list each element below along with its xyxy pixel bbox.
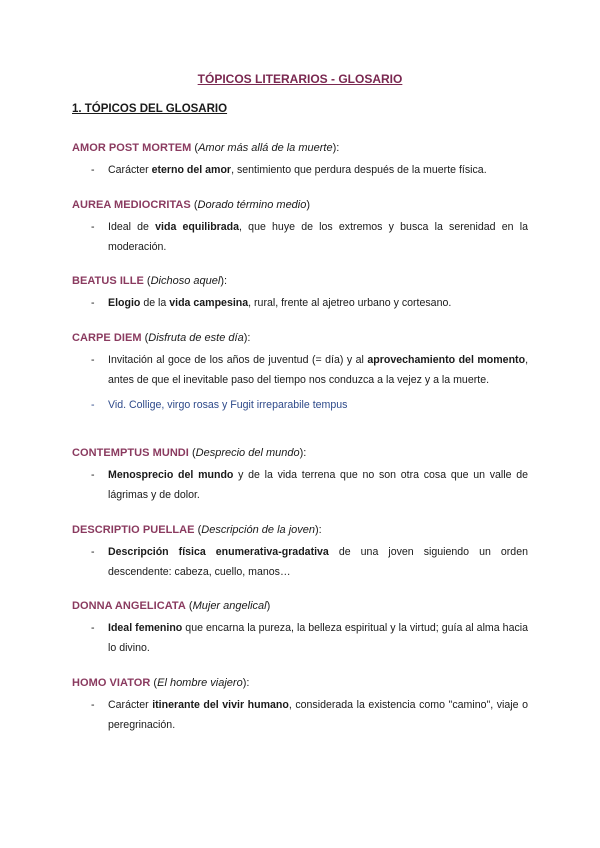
dash-bullet-icon: - — [91, 164, 95, 176]
entry-translation: Descripción de la joven — [201, 524, 315, 536]
entry-heading — [72, 523, 528, 537]
entry-bullet-item — [72, 396, 528, 416]
bold-text: Descripción física enumerativa-gradativa — [108, 546, 329, 558]
body-text: , rural, frente al ajetreo urbano y cortesano. — [248, 297, 452, 309]
entry-heading — [72, 274, 528, 288]
entry-heading — [72, 141, 528, 155]
glossary-entry — [72, 331, 528, 416]
close-paren: ): — [332, 142, 340, 154]
entry-heading — [72, 198, 528, 212]
body-text: Invitación al goce de los años de juventud (= día) y al — [108, 354, 368, 366]
entry-heading — [72, 676, 528, 690]
dash-bullet-icon: - — [91, 622, 95, 634]
bold-text: Elogio — [108, 297, 141, 309]
body-text: de una joven siguiendo un orden descendente: cabeza, cuello, manos… — [108, 546, 528, 578]
entry-term: HOMO VIATOR — [72, 677, 151, 689]
entry-bullet-item — [72, 351, 528, 390]
entry-heading — [72, 331, 528, 345]
close-paren: ): — [299, 447, 307, 459]
close-paren: ): — [315, 524, 322, 536]
open-paren: ( — [141, 332, 149, 344]
entry-translation: Amor más allá de la muerte — [198, 142, 333, 154]
glossary-entry — [72, 676, 528, 735]
document-title: TÓPICOS LITERARIOS - GLOSARIO — [197, 72, 403, 86]
entry-translation: Desprecio del mundo — [195, 447, 300, 459]
entry-bullet-item — [72, 543, 528, 582]
close-paren: ): — [242, 677, 250, 689]
entry-translation: Dichoso aquel — [150, 275, 221, 287]
entry-bullet-item — [72, 294, 528, 314]
entry-term: CONTEMPTUS MUNDI — [72, 447, 189, 459]
glossary-entry — [72, 274, 528, 314]
glossary-entry — [72, 446, 528, 505]
section-heading: 1. TÓPICOS DEL GLOSARIO — [72, 103, 228, 115]
entry-translation: Disfruta de este día — [148, 332, 244, 344]
dash-bullet-icon: - — [91, 221, 95, 233]
entry-term: CARPE DIEM — [72, 332, 142, 344]
entry-translation: El hombre viajero — [157, 677, 243, 689]
dash-bullet-icon: - — [91, 354, 95, 366]
open-paren: ( — [150, 677, 158, 689]
dash-bullet-icon: - — [91, 469, 95, 481]
dash-bullet-icon: - — [91, 297, 95, 309]
bold-text: aprovechamiento del momento — [367, 354, 526, 366]
entry-heading — [72, 446, 528, 460]
bold-text: itinerante del vivir humano — [152, 699, 289, 711]
open-paren: ( — [185, 600, 193, 612]
close-paren: ): — [243, 332, 251, 344]
cross-reference-link[interactable]: Vid. Collige, virgo rosas y Fugit irreparabile tempus — [108, 399, 348, 411]
dash-bullet-icon: - — [91, 699, 95, 711]
entry-term: DESCRIPTIO PUELLAE — [72, 524, 195, 536]
body-text: que encarna la pureza, la belleza espiritual y la virtud; guía al alma hacia lo divino. — [108, 622, 529, 654]
entry-heading — [72, 599, 528, 613]
body-text: Carácter — [108, 699, 153, 711]
body-text: , sentimiento que perdura después de la muerte física. — [231, 164, 487, 176]
dash-bullet-icon: - — [91, 399, 95, 411]
entry-bullet-item — [72, 619, 528, 658]
entry-bullet-item — [72, 161, 528, 181]
close-paren: ): — [220, 275, 228, 287]
open-paren: ( — [194, 524, 202, 536]
bold-text: vida campesina — [169, 297, 249, 309]
entry-term: AUREA MEDIOCRITAS — [72, 199, 191, 211]
entry-term: DONNA ANGELICATA — [72, 600, 186, 612]
entry-term: BEATUS ILLE — [72, 275, 144, 287]
glossary-entry — [72, 141, 528, 181]
entry-translation: Dorado término medio — [197, 199, 307, 211]
bold-text: eterno del amor — [151, 164, 232, 176]
entry-term: AMOR POST MORTEM — [72, 142, 192, 154]
entry-bullet-item — [72, 466, 528, 505]
glossary-entry — [72, 198, 528, 257]
close-paren: ) — [306, 199, 311, 211]
glossary-entry — [72, 523, 528, 582]
glossary-entry — [72, 599, 528, 658]
body-text: Ideal de — [108, 221, 156, 233]
open-paren: ( — [143, 275, 151, 287]
body-text: , antes de que el inevitable paso del tiempo nos conduzca a la vejez y a la muerte. — [108, 354, 529, 386]
bold-text: Menosprecio del mundo — [108, 469, 234, 481]
open-paren: ( — [188, 447, 196, 459]
entry-bullet-item — [72, 218, 528, 257]
body-text: de la — [140, 297, 170, 309]
body-text: , considerada la existencia como "camino", viaje o peregrinación. — [108, 699, 528, 731]
close-paren: ) — [266, 600, 271, 612]
open-paren: ( — [190, 199, 198, 211]
bold-text: Ideal femenino — [108, 622, 183, 634]
dash-bullet-icon: - — [91, 546, 95, 558]
open-paren: ( — [191, 142, 199, 154]
body-text: , que huye de los extremos y busca la serenidad en la moderación. — [108, 221, 528, 253]
body-text: Carácter — [108, 164, 152, 176]
entry-translation: Mujer angelical — [192, 600, 267, 612]
bold-text: vida equilibrada — [155, 221, 240, 233]
entry-bullet-item — [72, 696, 528, 735]
body-text: y de la vida terrena que no son otra cosa que un valle de lágrimas y de dolor. — [108, 469, 529, 501]
